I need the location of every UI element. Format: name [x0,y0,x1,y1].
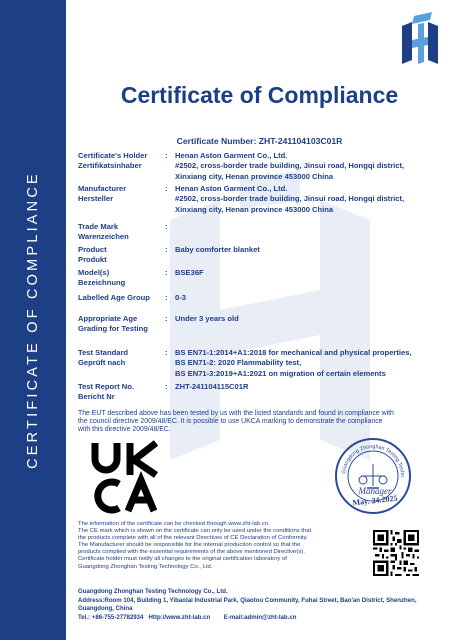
footer-line: products complied with the essential requirements of the above mentioned Directive(s). [78,549,305,556]
value-line: BS EN71-2: 2020 Flammability test, [175,358,302,368]
field-value [175,245,453,255]
field-colon: : [165,293,168,302]
field-value [175,151,453,182]
sidebar-title: CERTIFICATE OF COMPLIANCE [25,171,41,469]
field-label [78,184,164,205]
label-de: Grading for Testing [78,324,148,334]
label-en: Labelled Age Group [78,293,150,302]
label-en: Model(s) [78,268,110,277]
field-label [78,348,164,369]
value-line: Under 3 years old [175,314,239,323]
label-de: Zertifikatsinhaber [78,161,142,171]
field-value [175,268,453,278]
label-en: Manufacturer [78,184,127,193]
value-line: 0-3 [175,293,186,302]
label-en: Certificate's Holder [78,151,148,160]
signature: Manager [358,486,392,496]
field-label [78,382,164,403]
value-line: Henan Aston Garment Co., Ltd. [175,151,288,160]
compliance-statement [78,410,448,435]
field-label [78,293,164,303]
label-en: Product [78,245,107,254]
footer-line: Certificate holder must notify all changes to the original certification laboratory of [78,556,287,563]
label-de: Bericht Nr [78,392,115,402]
footer-line: the products complete with all of the relevant Directives of CE Declaration of Conformity. [78,535,308,542]
statement-line: with this directive 2009/48/EC. [78,426,171,434]
label-en: Test Standard [78,348,129,357]
footer-line: The CE mark which is shown on the certificate can only be used under the conditions that [78,528,312,535]
ukca-mark-icon [90,440,160,514]
field-value [175,348,453,379]
value-line: #2502, cross-border trade building, Jinsui road, Hongqi district, [175,194,405,204]
footer-line: The Manufacturer should be responsible for the internal production control so that the [78,542,301,549]
value-line: Xinxiang city, Henan province 453000 China [175,204,334,214]
label-de: Produkt [78,255,107,265]
footer-line: Guangdong Zhonghan Testing Technology Co., Ltd. [78,563,213,570]
field-colon: : [165,314,168,323]
footer-line: The information of the certificate can be checked through www.zht-lab.cn. [78,521,270,527]
field-label [78,314,164,335]
sidebar-band [0,0,66,640]
statement-line: the council directive 2009/48/EC. It is possible to use UKCA marking to demonstrate the compliance [78,418,383,426]
field-value [175,314,453,324]
field-colon: : [165,222,168,231]
footer-notes [78,521,368,571]
field-colon: : [165,184,168,193]
company-name: Guangdong Zhonghan Testing Technology Co., Ltd. [78,588,228,595]
value-line: BS EN71-1:2014+A1:2018 for mechanical and physical properties, [175,348,412,357]
field-colon: : [165,382,168,391]
certificate-number: Certificate Number: ZHT-241104103C01R [176,136,343,146]
company-address-line2: Guangdong, China [78,605,133,613]
field-label [78,151,164,172]
field-label [78,268,164,289]
company-contact: Tel.: +86-755-27782934 Http://www.zht-lab.cn E-mail:admin@zht-lab.cn [78,613,297,621]
label-de: Warenzeichen [78,232,129,242]
field-colon: : [165,245,168,254]
value-line: Xinxiang city, Henan province 453000 China [175,171,334,181]
field-value [175,184,453,215]
svg-text:Guangdong Zhonghan Testing Tec: Guangdong Zhonghan Testing Techn [341,443,406,478]
company-logo-icon [396,12,444,68]
value-line: ZHT-241104115C01R [175,382,249,391]
label-de: Hersteller [78,194,114,204]
field-label [78,245,164,266]
label-de: Geprüft nach [78,358,126,368]
label-en: Test Report No. [78,382,134,391]
label-en: Trade Mark [78,222,119,231]
qr-code-icon[interactable] [373,530,419,576]
company-info [78,588,450,622]
stamp-date: May. 24.2025 [352,493,398,508]
field-colon: : [165,151,168,160]
value-line: BSE36F [175,268,204,277]
company-address: Address:Room 104, Building 1, Yibaolai Industrial Park, Qiaotou Community, Fuhai Street, Bao'an District, Shenzhen, [78,596,417,604]
field-colon: : [165,348,168,357]
field-colon: : [165,268,168,277]
value-line: Baby comforter blanket [175,245,260,254]
label-en: Appropriate Age [78,314,138,323]
statement-line: The EUT described above has been tested by us with the listed standards and found in compliance with [78,410,394,417]
value-line: #2502, cross-border trade building, Jinsui road, Hongqi district, [175,161,405,171]
field-label [78,222,164,243]
value-line: Henan Aston Garment Co., Ltd. [175,184,288,193]
field-value [175,293,453,303]
certificate-title: Certificate of Compliance [120,82,399,108]
value-line: BS EN71-3:2019+A1:2021 on migration of certain elements [175,368,386,378]
field-value [175,382,453,392]
label-de: Bezeichnung [78,278,126,288]
